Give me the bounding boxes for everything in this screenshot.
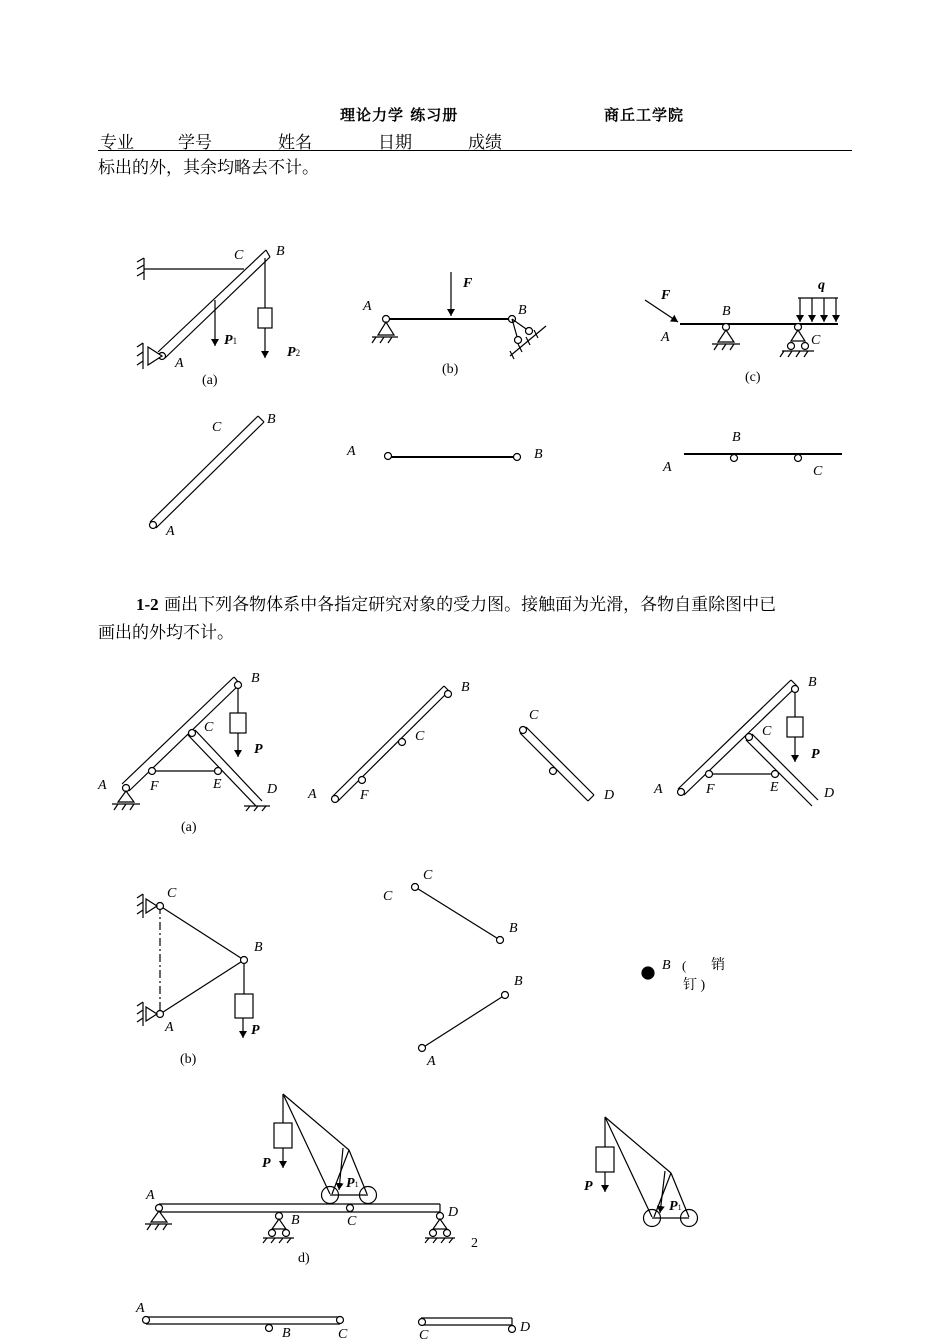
label-p2: P2 (287, 345, 301, 360)
label-p: P (262, 1156, 271, 1171)
caption-d: d) (298, 1251, 310, 1266)
pin-note-word: 销 (711, 958, 725, 973)
label-c: C (347, 1214, 357, 1229)
problem-statement: 画出下列各物体系中各指定研究对象的受力图。接触面为光滑，各物自重除图中已 (164, 595, 777, 615)
label-b: B (291, 1213, 300, 1228)
field-score: 成绩 (468, 133, 502, 153)
label-e: E (213, 777, 222, 792)
label-a: A (308, 787, 317, 802)
figure-1b-free-body (385, 453, 521, 461)
problem-1-2-line2: 画出的外均不计。 (98, 623, 234, 643)
label-f: F (150, 779, 159, 794)
intro-continuation: 标出的外，其余均略去不计。 (98, 158, 319, 178)
label-b: B (534, 447, 543, 462)
label-c: C (167, 886, 177, 901)
label-p: P (584, 1179, 593, 1194)
label-b: B (808, 675, 817, 690)
caption-b2: (b) (180, 1052, 197, 1067)
figure-2a-frame (678, 680, 819, 806)
figure-2a-system (112, 677, 270, 811)
figure-2a-bar-cd (520, 727, 595, 802)
figure-1a-free-body (150, 416, 265, 529)
header-title: 理论力学 练习册 (340, 106, 459, 124)
label-c: C (338, 1327, 348, 1342)
label-b: B (461, 680, 470, 695)
problem-number: 1-2 (136, 595, 159, 614)
caption-b: (b) (442, 362, 459, 377)
label-d: D (604, 788, 615, 803)
label-f: F (706, 782, 715, 797)
label-c: C (762, 724, 772, 739)
label-f: F (360, 788, 369, 803)
caption-c: (c) (745, 370, 761, 385)
figure-2d-beam-cd (419, 1318, 516, 1333)
label-c: C (212, 420, 222, 435)
figure-1a-system (137, 250, 272, 369)
header-school: 商丘工学院 (604, 106, 685, 124)
label-q: q (818, 278, 825, 293)
label-force-f: F (661, 288, 671, 303)
label-b: B (732, 430, 741, 445)
pin-note-line2: 钉 ) (683, 978, 706, 993)
label-p1: P1 (669, 1199, 682, 1214)
caption-a: (a) (202, 373, 218, 388)
label-b: B (276, 244, 285, 259)
label-c: C (813, 464, 823, 479)
label-p1: P1 (346, 1176, 359, 1191)
figure-2b-bar-ab (419, 992, 509, 1052)
label-b: B (662, 958, 671, 973)
figure-2b-system (137, 894, 253, 1038)
pin-b-dot (642, 967, 654, 979)
figure-2d-system (145, 1094, 455, 1243)
label-force-f: F (463, 276, 473, 291)
label-c: C (415, 729, 425, 744)
label-b: B (282, 1326, 291, 1341)
label-p: P (254, 742, 263, 757)
label-c: C (419, 1328, 429, 1342)
figure-2b-bar-cb (412, 884, 504, 944)
label-c: C (383, 889, 393, 904)
pin-note-paren: ( (682, 958, 687, 973)
label-a: A (175, 356, 184, 371)
label-d: D (520, 1320, 531, 1335)
label-a: A (347, 444, 356, 459)
field-student-id: 学号 (178, 133, 212, 153)
label-b: B (251, 671, 260, 686)
label-c: C (234, 248, 244, 263)
label-c: C (811, 333, 821, 348)
label-d: D (267, 782, 278, 797)
label-p: P (251, 1023, 260, 1038)
label-a: A (165, 1020, 174, 1035)
label-c: C (423, 868, 433, 883)
figure-2a-bar-ab (332, 686, 452, 803)
label-b: B (514, 974, 523, 989)
caption-a2: (a) (181, 820, 197, 835)
label-b: B (254, 940, 263, 955)
field-major: 专业 (100, 133, 134, 153)
label-d: D (448, 1205, 459, 1220)
label-b: B (509, 921, 518, 936)
label-a: A (136, 1301, 145, 1316)
label-d: D (824, 786, 835, 801)
label-p1: P1 (224, 333, 238, 348)
label-b: B (722, 304, 731, 319)
page-number: 2 (471, 1236, 478, 1251)
label-a: A (427, 1054, 436, 1069)
label-b: B (518, 303, 527, 318)
field-name: 姓名 (278, 133, 312, 153)
label-a: A (146, 1188, 155, 1203)
label-a: A (166, 524, 175, 539)
figure-1c-system (645, 298, 838, 357)
figure-2d-beam-ac (143, 1317, 344, 1332)
figure-1c-free-body (684, 454, 842, 462)
label-c: C (204, 720, 214, 735)
label-a: A (661, 330, 670, 345)
label-b: B (267, 412, 276, 427)
field-date: 日期 (378, 133, 412, 153)
label-a: A (98, 778, 107, 793)
label-p: P (811, 747, 820, 762)
label-c: C (529, 708, 539, 723)
label-a: A (363, 299, 372, 314)
figure-2d-crane (596, 1117, 698, 1227)
label-a: A (663, 460, 672, 475)
label-a: A (654, 782, 663, 797)
label-e: E (770, 780, 779, 795)
